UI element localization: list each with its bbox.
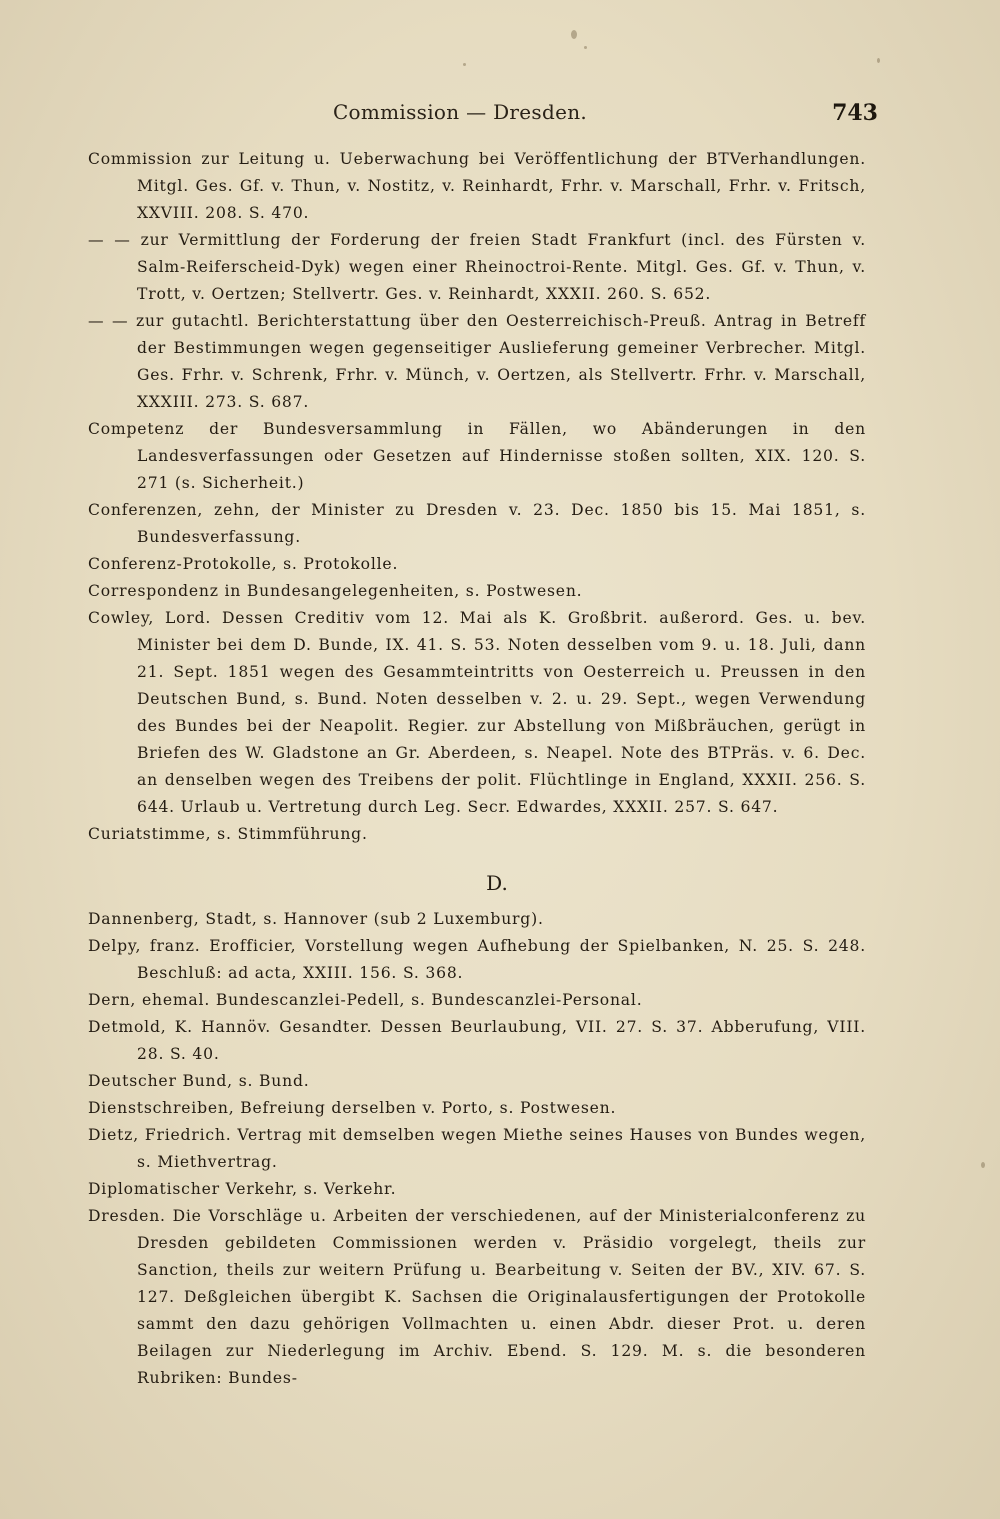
entry-term: Conferenz-Protokolle, [88, 555, 278, 573]
index-entry [88, 578, 866, 605]
entry-text: Befreiung derselben v. Porto, s. Postwesen. [234, 1099, 617, 1117]
index-entry [88, 906, 866, 933]
index-entry [88, 1068, 866, 1095]
entry-text: Stadt, s. Hannover (sub 2 Luxemburg). [199, 910, 544, 928]
entry-text: ehemal. Bundescanzlei-Pedell, s. Bundescanzlei-Personal. [136, 991, 643, 1009]
entry-term: Detmold, [88, 1018, 167, 1036]
index-entry [88, 821, 866, 848]
entry-text: franz. Erofficier, Vorstellung wegen Aufhebung der Spielbanken, N. 25. S. 248. Beschluß: ad acta, XXIII. 156. S. 368. [137, 937, 866, 982]
entry-term: Competenz [88, 420, 185, 438]
entry-text: K. Hannöv. Gesandter. Dessen Beurlaubung, VII. 27. S. 37. Abberufung, VIII. 28. S. 40. [137, 1018, 866, 1063]
entry-text: s. Protokolle. [277, 555, 399, 573]
entry-text: Die Vorschläge u. Arbeiten der verschiedenen, auf der Ministerialconferenz zu Dresden gebildeten Commissionen werden v. Präsidio vorgelegt, theils zur Sanction, theils zur weitern Prüfung u. Bearbeitung v. Seiten der BV., XIV. 67. S. 127. Deßgleichen übergibt K. Sachsen die Originalausfertigungen der Protokolle sammt den dazu gehörigen Vollmachten u. einen Abdr. dieser Prot. u. deren Beilagen zur Niederlegung im Archiv. Ebend. S. 129. M. s. die besonderen Rubriken: Bundes- [137, 1207, 866, 1387]
entry-term: — — [88, 312, 129, 330]
entry-text: zur Vermittlung der Forderung der freien Stadt Frankfurt (incl. des Fürsten v. Salm-Reiferscheid-Dyk) wegen einer Rheinoctroi-Rente. Mitgl. Ges. Gf. v. Thun, v. Trott, v. Oertzen; Stellvertr. Ges. v. Reinhardt, XXXII. 260. S. 652. [130, 231, 866, 303]
entry-term: Dienstschreiben, [88, 1099, 235, 1117]
index-entry [88, 146, 866, 227]
entry-text: s. Verkehr. [297, 1180, 397, 1198]
entry-term: Curiatstimme, [88, 825, 212, 843]
section-letter: D. [486, 871, 508, 895]
entry-term: Diplomatischer Verkehr, [88, 1180, 298, 1198]
index-entry [88, 1014, 866, 1068]
entry-text: zehn, der Minister zu Dresden v. 23. Dec. 1850 bis 15. Mai 1851, s. Bundesverfassung. [137, 501, 866, 546]
index-entry [88, 416, 866, 497]
index-entry [88, 1203, 866, 1392]
page-number: 743 [832, 100, 878, 126]
page-header [0, 100, 1000, 136]
index-entry [88, 308, 866, 416]
entry-term: Dannenberg, [88, 910, 200, 928]
index-entry [88, 987, 866, 1014]
index-entry [88, 1095, 866, 1122]
index-entry [88, 227, 866, 308]
entry-text: s. Stimmführung. [211, 825, 368, 843]
entry-text: in Bundesangelegenheiten, s. Postwesen. [218, 582, 583, 600]
entry-text: zur gutachtl. Berichterstattung über den Oesterreichisch-Preuß. Antrag in Betreff der Bestimmungen wegen gegenseitiger Auslieferung gemeiner Verbrecher. Mitgl. Ges. Frhr. v. Schrenk, Frhr. v. Münch, v. Oertzen, als Stellvertr. Frhr. v. Marschall, XXXIII. 273. S. 687. [128, 312, 866, 411]
index-entry [88, 497, 866, 551]
entry-term: — — [88, 231, 131, 249]
index-entry [88, 605, 866, 821]
index-content [88, 146, 866, 1392]
index-entry [88, 1122, 866, 1176]
entry-term: Conferenzen, [88, 501, 204, 519]
entry-text: s. Bund. [232, 1072, 310, 1090]
entry-term: Cowley, [88, 609, 155, 627]
index-entry [88, 1176, 866, 1203]
entry-term: Deutscher Bund, [88, 1072, 233, 1090]
entry-term: Dietz, [88, 1126, 139, 1144]
entry-text: der Bundesversammlung in Fällen, wo Abänderungen in den Landesverfassungen oder Gesetzen auf Hindernisse stoßen sollten, XIX. 120. S. 271 (s. Sicherheit.) [137, 420, 866, 492]
entry-text: zur Leitung u. Ueberwachung bei Veröffentlichung der BTVerhandlungen. Mitgl. Ges. Gf. v. Thun, v. Nostitz, v. Reinhardt, Frhr. v. Marschall, Frhr. v. Fritsch, XXVIII. 208. S. 470. [137, 150, 866, 222]
entry-term: Commission [88, 150, 193, 168]
entry-term: Delpy, [88, 937, 142, 955]
entry-text: Friedrich. Vertrag mit demselben wegen Miethe seines Hauses von Bundes wegen, s. Miethvertrag. [137, 1126, 866, 1171]
entry-term: Correspondenz [88, 582, 219, 600]
entry-term: Dern, [88, 991, 137, 1009]
index-entry [88, 551, 866, 578]
running-head: Commission — Dresden. [332, 100, 588, 124]
index-entry [88, 933, 866, 987]
entry-term: Dresden. [88, 1207, 166, 1225]
entry-text: Lord. Dessen Creditiv vom 12. Mai als K. Großbrit. außerord. Ges. u. bev. Minister bei dem D. Bunde, IX. 41. S. 53. Noten desselben vom 9. u. 18. Juli, dann 21. Sept. 1851 wegen des Gesammteintritts von Oesterreich u. Preussen in den Deutschen Bund, s. Bund. Noten desselben v. 2. u. 29. Sept., wegen Verwendung des Bundes bei der Neapolit. Regier. zur Abstellung von Mißbräuchen, gerügt in Briefen des W. Gladstone an Gr. Aberdeen, s. Neapel. Note des BTPräs. v. 6. Dec. an denselben wegen des Treibens der polit. Flüchtlinge in England, XXXII. 256. S. 644. Urlaub u. Vertretung durch Leg. Secr. Edwardes, XXXII. 257. S. 647. [137, 609, 866, 816]
